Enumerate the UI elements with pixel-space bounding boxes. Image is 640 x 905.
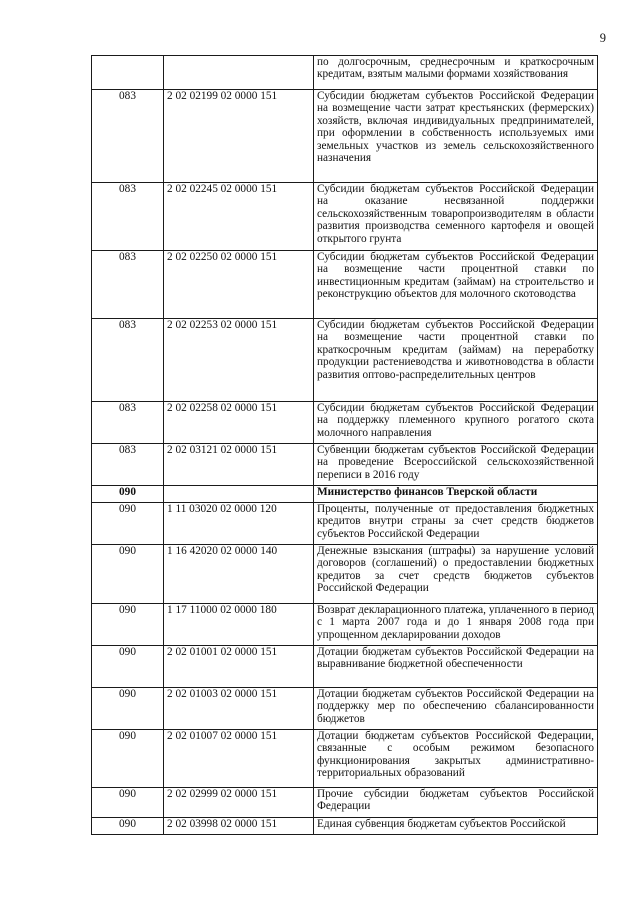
admin-code-cell (92, 56, 164, 90)
table-row (92, 503, 598, 545)
admin-code-cell: 083 (92, 90, 164, 183)
admin-code-cell: 083 (92, 319, 164, 402)
revenue-description-cell: Субсидии бюджетам субъектов Российской Федерации на оказание несвязанной поддержки сельскохозяйственным товаропроизводителям в области развития производства семенного картофеля и овощей открытого грунта (314, 183, 598, 251)
revenue-description-cell: Денежные взыскания (штрафы) за нарушение условий договоров (соглашений) о предоставлении бюджетных кредитов за счет средств бюджетов субъектов Российской Федерации (314, 545, 598, 604)
table-row (92, 486, 598, 503)
revenue-code-cell: 2 02 02250 02 0000 151 (164, 251, 314, 319)
revenue-code-cell (164, 486, 314, 503)
table-row (92, 688, 598, 730)
revenue-description-cell: по долгосрочным, среднесрочным и краткосрочным кредитам, взятым малыми формами хозяйствования (314, 56, 598, 90)
admin-code-cell: 090 (92, 788, 164, 818)
revenue-code-cell: 2 02 01003 02 0000 151 (164, 688, 314, 730)
table-row (92, 788, 598, 818)
admin-code-cell: 083 (92, 251, 164, 319)
admin-code-cell: 090 (92, 604, 164, 646)
revenue-description-cell: Субсидии бюджетам субъектов Российской Федерации на поддержку племенного крупного рогатого скота молочного направления (314, 402, 598, 444)
admin-code-cell: 090 (92, 646, 164, 688)
table-body (92, 56, 598, 835)
table-row (92, 251, 598, 319)
page-number: 9 (599, 31, 606, 45)
revenue-description-cell: Субсидии бюджетам субъектов Российской Федерации на возмещение части затрат крестьянских (фермерских) хозяйств, включая индивидуальных предпринимателей, при оформлении в собственность используемых ими земельных участков из земель сельскохозяйственного назначения (314, 90, 598, 183)
admin-code-cell: 090 (92, 545, 164, 604)
revenue-description-cell: Субвенции бюджетам субъектов Российской Федерации на проведение Всероссийской сельскохозяйственной переписи в 2016 году (314, 444, 598, 486)
revenue-code-cell: 2 02 02258 02 0000 151 (164, 402, 314, 444)
table-row (92, 444, 598, 486)
revenue-code-cell: 2 02 01007 02 0000 151 (164, 730, 314, 788)
revenue-description-cell: Единая субвенция бюджетам субъектов Российской (314, 818, 598, 835)
table-row (92, 730, 598, 788)
revenue-code-cell: 2 02 03998 02 0000 151 (164, 818, 314, 835)
table-row (92, 818, 598, 835)
table-row (92, 402, 598, 444)
budget-revenue-table (91, 55, 598, 835)
admin-code-cell: 083 (92, 183, 164, 251)
revenue-description-cell: Дотации бюджетам субъектов Российской Федерации на выравнивание бюджетной обеспеченности (314, 646, 598, 688)
revenue-description-cell: Дотации бюджетам субъектов Российской Федерации на поддержку мер по обеспечению сбалансированности бюджетов (314, 688, 598, 730)
table-row (92, 183, 598, 251)
revenue-description-cell: Субсидии бюджетам субъектов Российской Федерации на возмещение части процентной ставки по инвестиционным кредитам (займам) на строительство и реконструкцию объектов для молочного скотоводства (314, 251, 598, 319)
admin-code-cell: 090 (92, 688, 164, 730)
revenue-code-cell: 1 17 11000 02 0000 180 (164, 604, 314, 646)
revenue-description-cell: Министерство финансов Тверской области (314, 486, 598, 503)
revenue-code-cell (164, 56, 314, 90)
revenue-description-cell: Возврат декларационного платежа, уплаченного в период с 1 марта 2007 года и до 1 января 2008 года при упрощенном декларировании доходов (314, 604, 598, 646)
revenue-description-cell: Дотации бюджетам субъектов Российской Федерации, связанные с особым режимом безопасного функционирования закрытых административно-территориальных образований (314, 730, 598, 788)
revenue-code-cell: 2 02 02253 02 0000 151 (164, 319, 314, 402)
revenue-code-cell: 1 16 42020 02 0000 140 (164, 545, 314, 604)
admin-code-cell: 090 (92, 730, 164, 788)
revenue-code-cell: 2 02 03121 02 0000 151 (164, 444, 314, 486)
revenue-description-cell: Проценты, полученные от предоставления бюджетных кредитов внутри страны за счет средств бюджетов субъектов Российской Федерации (314, 503, 598, 545)
table-row (92, 56, 598, 90)
table-row (92, 646, 598, 688)
admin-code-cell: 090 (92, 486, 164, 503)
admin-code-cell: 083 (92, 402, 164, 444)
revenue-code-cell: 2 02 02999 02 0000 151 (164, 788, 314, 818)
revenue-description-cell: Субсидии бюджетам субъектов Российской Федерации на возмещение части процентной ставки по краткосрочным кредитам (займам) на переработку продукции растениеводства и животноводства в области развития оптово-распределительных центров (314, 319, 598, 402)
admin-code-cell: 090 (92, 818, 164, 835)
table-row (92, 90, 598, 183)
table-row (92, 604, 598, 646)
revenue-code-cell: 2 02 01001 02 0000 151 (164, 646, 314, 688)
table-row (92, 319, 598, 402)
admin-code-cell: 090 (92, 503, 164, 545)
revenue-description-cell: Прочие субсидии бюджетам субъектов Российской Федерации (314, 788, 598, 818)
revenue-code-cell: 1 11 03020 02 0000 120 (164, 503, 314, 545)
table-row (92, 545, 598, 604)
revenue-code-cell: 2 02 02199 02 0000 151 (164, 90, 314, 183)
admin-code-cell: 083 (92, 444, 164, 486)
revenue-code-cell: 2 02 02245 02 0000 151 (164, 183, 314, 251)
